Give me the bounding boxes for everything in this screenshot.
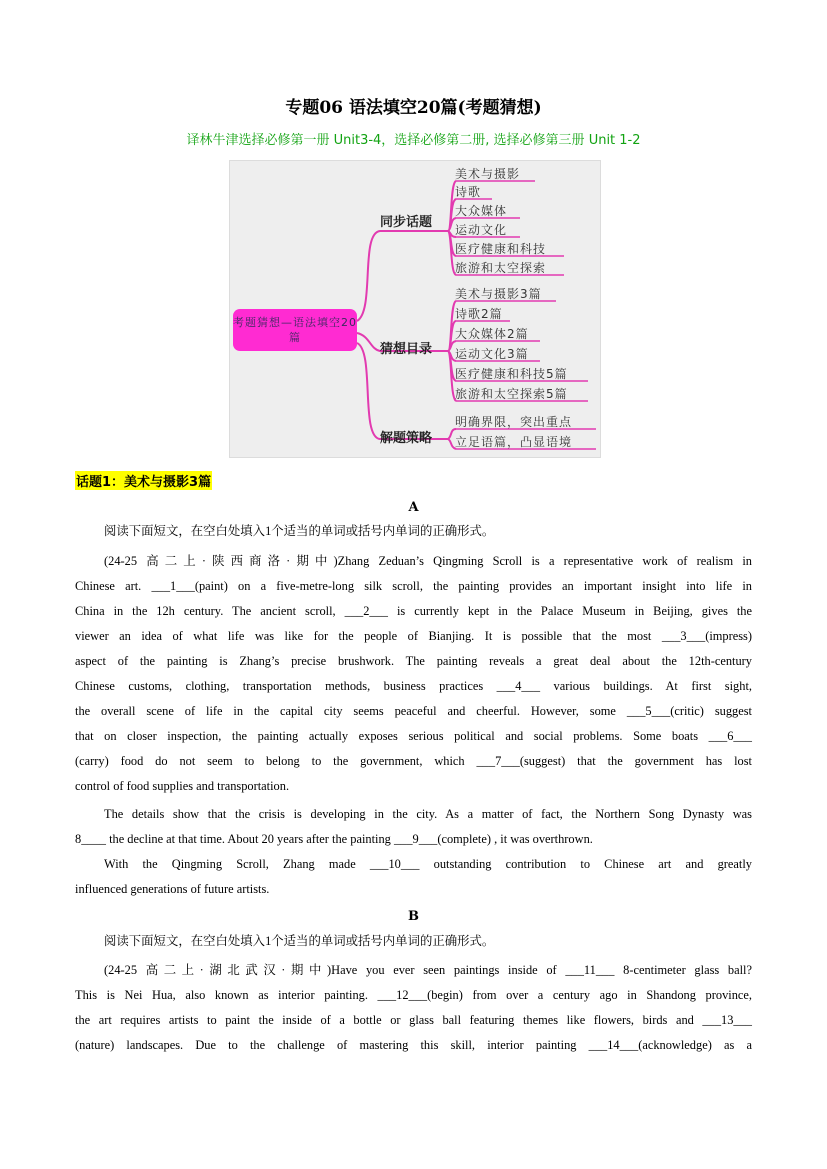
section-a-instruction bbox=[75, 519, 752, 544]
text-line: (nature) landscapes. Due to the challenge of mastering this skill, interior painting ___14___(acknowledge) as a bbox=[75, 1038, 752, 1052]
mind-map-leaf: 医疗健康和科技 bbox=[455, 242, 547, 256]
text-line: the overall scene of life in the capital city seems peaceful and cheerful. However, some ___5___(critic) suggest bbox=[75, 704, 752, 718]
mind-map-leaf: 医疗健康和科技5篇 bbox=[455, 367, 568, 381]
mind-map-leaf: 旅游和太空探索 bbox=[455, 261, 547, 275]
text-line: viewer an idea of what life was like for the people of Bianjing. It is possible that the most ___3___(impress) bbox=[75, 629, 752, 643]
text-line: Chinese art. ___1___(paint) on a five-metre-long silk scroll, the painting provides an important insight into life in bbox=[75, 579, 752, 593]
mind-map-leaf: 大众媒体 bbox=[455, 204, 508, 218]
mind-map-leaf: 运动文化3篇 bbox=[455, 347, 529, 361]
section-a-paragraph-3 bbox=[75, 852, 752, 902]
connector-branch-1 bbox=[357, 231, 448, 321]
section-a-label: A bbox=[408, 500, 419, 515]
mind-map-leaf: 诗歌 bbox=[455, 185, 482, 199]
mind-map-branch-sync-topics: 同步话题 bbox=[380, 215, 433, 230]
mind-map-branch-strategy: 解题策略 bbox=[380, 431, 433, 446]
mind-map-leaf: 美术与摄影 bbox=[455, 167, 521, 181]
text-line: With the Qingming Scroll, Zhang made ___10___ outstanding contribution to Chinese art and greatly bbox=[104, 857, 752, 871]
section-b-label: B bbox=[408, 909, 419, 924]
section-b-instruction bbox=[75, 929, 752, 954]
mind-map-leaf: 大众媒体2篇 bbox=[455, 327, 529, 341]
mind-map-leaf: 运动文化 bbox=[455, 223, 508, 237]
mind-map-center-node: 考题猜想—语法填空20篇 bbox=[233, 309, 357, 351]
instruction-text: 阅读下面短文，在空白处填入1个适当的单词或括号内单词的正确形式。 bbox=[104, 934, 495, 948]
page-subtitle: 译林牛津选择必修第一册 Unit3-4，选择必修第二册, 选择必修第三册 Unit 1-2 bbox=[186, 133, 641, 148]
text-line: (carry) food do not seem to belong to the government, which ___7___(suggest) that the government has lost bbox=[75, 754, 752, 768]
instruction-text: 阅读下面短文，在空白处填入1个适当的单词或括号内单词的正确形式。 bbox=[104, 524, 495, 538]
section-a-paragraph-2 bbox=[75, 802, 752, 852]
text-line: aspect of the painting is Zhang’s precise brushwork. The painting reveals a great deal about the 12th-century bbox=[75, 654, 752, 668]
text-line: (24-25 高二上·湖北武汉·期中)Have you ever seen paintings inside of ___11___ 8-centimeter glass ball? bbox=[104, 963, 752, 977]
mind-map-branch-guess-directory: 猜想目录 bbox=[380, 342, 433, 357]
text-line: (24-25 高二上·陕西商洛·期中)Zhang Zeduan’s Qingming Scroll is a representative work of realism in bbox=[104, 554, 752, 568]
mind-map-leaf: 明确界限，突出重点 bbox=[455, 415, 573, 429]
topic-heading: 话题1：美术与摄影3篇 bbox=[75, 471, 212, 490]
text-line: This is Nei Hua, also known as interior painting. ___12___(begin) from over a century ago in Shandong province, bbox=[75, 988, 752, 1002]
mind-map-leaf: 美术与摄影3篇 bbox=[455, 287, 542, 301]
text-line: China in the 12h century. The ancient scroll, ___2___ is currently kept in the Palace Museum in Beijing, gives the bbox=[75, 604, 752, 618]
text-line: 8____ the decline at that time. About 20 years after the painting ___9___(complete) , it was overthrown. bbox=[75, 832, 593, 846]
section-b-paragraph-1 bbox=[75, 958, 752, 1058]
text-line: that on closer inspection, the painting actually exposes serious political and social problems. Some boats ___6___ bbox=[75, 729, 752, 743]
page-title: 专题06 语法填空20篇(考题猜想) bbox=[285, 98, 542, 118]
text-line: The details show that the crisis is developing in the city. As a matter of fact, the Northern Song Dynasty was bbox=[104, 807, 752, 821]
mind-map-leaf: 诗歌2篇 bbox=[455, 307, 503, 321]
section-a-paragraph-1 bbox=[75, 549, 752, 799]
text-line: Chinese customs, clothing, transportation methods, business practices ___4___ various buildings. At first sight, bbox=[75, 679, 752, 693]
mind-map-leaf: 立足语篇，凸显语境 bbox=[455, 435, 573, 449]
text-line: influenced generations of future artists. bbox=[75, 882, 270, 896]
connector-branch-3 bbox=[357, 343, 448, 439]
mind-map bbox=[229, 160, 601, 458]
text-line: control of food supplies and transportation. bbox=[75, 779, 290, 793]
mind-map-leaf: 旅游和太空探索5篇 bbox=[455, 387, 568, 401]
text-line: the art requires artists to paint the inside of a bottle or glass ball featuring themes like flowers, birds and ___13___ bbox=[75, 1013, 752, 1027]
